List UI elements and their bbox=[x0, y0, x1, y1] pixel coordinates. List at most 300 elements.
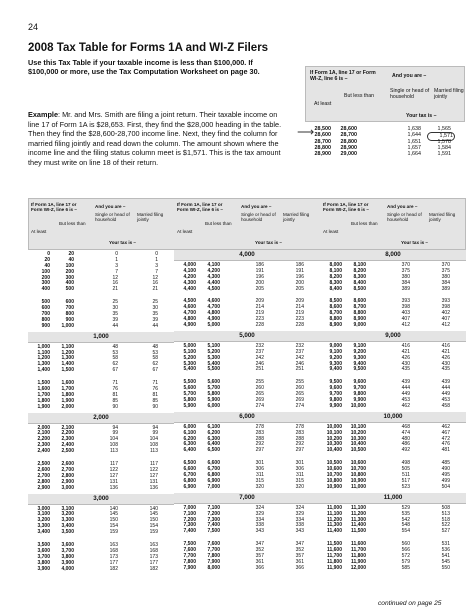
at-least-cell: 2,700 bbox=[37, 472, 50, 479]
section-heading: 7,000 bbox=[174, 493, 320, 504]
single-tax-cell: 548 bbox=[401, 522, 410, 529]
row-group bbox=[320, 378, 466, 411]
less-than-cell: 6,600 bbox=[207, 460, 220, 467]
at-least-cell: 1,600 bbox=[37, 386, 50, 393]
at-least-cell: 2,800 bbox=[37, 478, 50, 485]
at-least-cell: 4,600 bbox=[183, 304, 196, 311]
at-least-cell: 3,800 bbox=[37, 559, 50, 566]
section-heading: 11,000 bbox=[320, 493, 466, 504]
at-least-cell: 2,900 bbox=[37, 484, 50, 491]
less-than-cell: 10,100 bbox=[350, 423, 366, 430]
single-tax-cell: 81 bbox=[112, 391, 118, 398]
married-tax-cell: 232 bbox=[295, 342, 304, 349]
at-least-cell: 9,500 bbox=[329, 379, 342, 386]
at-least-cell: 3,900 bbox=[37, 565, 50, 572]
married-tax-cell: 430 bbox=[441, 360, 450, 367]
at-least-cell: 3,100 bbox=[37, 511, 50, 518]
single-tax-cell: 480 bbox=[401, 435, 410, 442]
single-tax-cell: 449 bbox=[401, 391, 410, 398]
single-tax-cell: 505 bbox=[401, 466, 410, 473]
at-least-cell: 9,700 bbox=[329, 391, 342, 398]
table-row bbox=[174, 404, 320, 410]
table-row bbox=[320, 287, 466, 293]
less-than-cell: 9,500 bbox=[353, 366, 366, 373]
less-than-cell: 3,700 bbox=[61, 547, 74, 554]
married-tax-cell: 536 bbox=[441, 547, 450, 554]
less-than-cell: 10,900 bbox=[350, 477, 366, 484]
less-than-cell: 8,900 bbox=[353, 316, 366, 323]
less-than-cell: 12,000 bbox=[350, 564, 366, 571]
single-tax-cell: 297 bbox=[255, 447, 264, 454]
married-tax-cell: 122 bbox=[149, 466, 158, 473]
sample-table-header bbox=[305, 66, 465, 122]
married-tax-cell: 1 bbox=[155, 256, 158, 263]
married-tax-cell: 504 bbox=[441, 483, 450, 490]
single-tax-cell: 329 bbox=[255, 510, 264, 517]
less-than-cell: 8,000 bbox=[207, 564, 220, 571]
single-tax-cell: 214 bbox=[255, 304, 264, 311]
single-tax-cell: 361 bbox=[255, 558, 264, 565]
row-group bbox=[320, 504, 466, 537]
single-tax-cell: 237 bbox=[255, 348, 264, 355]
table-row bbox=[28, 449, 174, 455]
at-least-cell: 1,000 bbox=[37, 343, 50, 350]
less-than-cell: 10,500 bbox=[350, 447, 366, 454]
at-least-cell: 7,400 bbox=[183, 528, 196, 535]
married-tax-cell: 7 bbox=[155, 268, 158, 275]
section-heading: 6,000 bbox=[174, 412, 320, 423]
at-least-cell: 7,100 bbox=[183, 510, 196, 517]
at-least-cell: 2,600 bbox=[37, 466, 50, 473]
less-than-cell: 10,400 bbox=[350, 441, 366, 448]
row-group bbox=[174, 342, 320, 375]
less-than-cell: 1,000 bbox=[61, 322, 74, 329]
example-label: Example bbox=[28, 110, 59, 119]
less-than-cell: 100 bbox=[65, 262, 74, 269]
single-tax-cell: 380 bbox=[401, 273, 410, 280]
less-than-cell: 8,400 bbox=[353, 279, 366, 286]
married-tax-cell: 490 bbox=[441, 466, 450, 473]
single-tax-cell: 274 bbox=[255, 402, 264, 409]
married-tax-cell: 81 bbox=[152, 391, 158, 398]
single-tax-cell: 324 bbox=[255, 504, 264, 511]
single-tax-cell: 0 bbox=[115, 251, 118, 257]
sample-rows bbox=[305, 122, 465, 157]
single-tax-cell: 439 bbox=[401, 379, 410, 386]
less-than-cell: 28,900 bbox=[340, 144, 357, 151]
single-tax-cell: 16 bbox=[112, 280, 118, 287]
single-tax-cell: 260 bbox=[255, 385, 264, 392]
at-least-cell: 6,900 bbox=[183, 483, 196, 490]
single-tax-cell: 150 bbox=[109, 517, 118, 524]
less-than-cell: 28,600 bbox=[340, 126, 357, 132]
married-tax-cell: 458 bbox=[441, 402, 450, 409]
less-than-cell: 1,600 bbox=[61, 380, 74, 387]
at-least-cell: 8,300 bbox=[329, 279, 342, 286]
at-least-cell: 1,300 bbox=[37, 361, 50, 368]
continued-note: continued on page 25 bbox=[378, 600, 442, 607]
married-tax-cell: 242 bbox=[295, 354, 304, 361]
single-tax-cell: 30 bbox=[112, 305, 118, 312]
row-group bbox=[28, 298, 174, 331]
sample-table bbox=[305, 66, 465, 157]
at-least-cell: 7,200 bbox=[183, 516, 196, 523]
married-tax-cell: 251 bbox=[295, 366, 304, 373]
at-least-heading: At least bbox=[314, 101, 332, 107]
single-tax-cell: 186 bbox=[255, 262, 264, 268]
single-tax-cell: 407 bbox=[401, 316, 410, 323]
married-tax-cell: 311 bbox=[296, 472, 304, 479]
single-tax-cell: 301 bbox=[255, 460, 264, 467]
at-least-cell: 10,900 bbox=[326, 483, 342, 490]
row-group bbox=[174, 378, 320, 411]
at-least-cell: 6,300 bbox=[183, 441, 196, 448]
single-tax-cell: 85 bbox=[112, 397, 118, 404]
at-least-cell: 40 bbox=[44, 262, 50, 269]
single-tax-cell: 113 bbox=[110, 448, 118, 455]
at-least-cell: 6,600 bbox=[183, 466, 196, 473]
less-than-cell: 4,000 bbox=[61, 565, 74, 572]
less-than-cell: 2,200 bbox=[61, 430, 74, 437]
married-tax-cell: 1,565 bbox=[437, 126, 451, 132]
married-tax-cell: 439 bbox=[441, 379, 450, 386]
single-tax-cell: 48 bbox=[112, 343, 118, 350]
single-tax-cell: 468 bbox=[401, 423, 410, 430]
less-than-cell: 3,400 bbox=[61, 523, 74, 530]
married-tax-cell: 357 bbox=[295, 552, 304, 559]
at-least-cell: 10,000 bbox=[326, 423, 342, 430]
your-tax-heading: Your tax is – bbox=[406, 113, 437, 119]
at-least-cell: 1,200 bbox=[37, 355, 50, 362]
less-than-cell: 6,100 bbox=[207, 423, 220, 430]
at-least-cell: 7,900 bbox=[183, 564, 196, 571]
married-tax-cell: 196 bbox=[295, 273, 304, 280]
at-least-cell: 2,100 bbox=[37, 430, 50, 437]
at-least-cell: 8,500 bbox=[329, 298, 342, 305]
single-tax-cell: 25 bbox=[112, 299, 118, 306]
single-tax-cell: 421 bbox=[401, 348, 410, 355]
single-tax-cell: 498 bbox=[401, 460, 410, 467]
single-tax-cell: 265 bbox=[255, 391, 264, 398]
single-tax-cell: 67 bbox=[112, 367, 118, 374]
at-least-cell: 8,800 bbox=[329, 316, 342, 323]
single-tax-cell: 246 bbox=[255, 360, 264, 367]
single-tax-cell: 232 bbox=[255, 342, 264, 349]
less-than-cell: 11,100 bbox=[350, 504, 366, 511]
single-tax-cell: 334 bbox=[255, 516, 264, 523]
less-than-cell: 11,400 bbox=[350, 522, 366, 529]
at-least-cell: 5,100 bbox=[183, 348, 196, 355]
less-than-cell: 10,000 bbox=[350, 402, 366, 409]
less-than-cell: 2,800 bbox=[61, 472, 74, 479]
less-than-cell: 500 bbox=[65, 286, 74, 293]
single-tax-cell: 251 bbox=[255, 366, 264, 373]
at-least-cell: 4,900 bbox=[183, 322, 196, 329]
less-than-cell: 6,500 bbox=[207, 447, 220, 454]
married-heading: Married filing jointly bbox=[137, 212, 164, 223]
tax-table-header bbox=[28, 198, 466, 250]
single-tax-cell: 370 bbox=[401, 262, 410, 268]
at-least-heading: At least bbox=[31, 229, 47, 234]
at-least-cell: 10,100 bbox=[326, 429, 342, 436]
at-least-cell: 8,100 bbox=[329, 267, 342, 274]
but-less-than-heading: But less than bbox=[205, 221, 232, 226]
married-tax-cell: 476 bbox=[441, 441, 450, 448]
at-least-cell: 5,000 bbox=[183, 342, 196, 349]
single-tax-cell: 435 bbox=[401, 366, 410, 373]
sample-row bbox=[305, 151, 465, 157]
table-row bbox=[174, 323, 320, 329]
single-tax-cell: 90 bbox=[112, 403, 118, 410]
at-least-cell: 400 bbox=[41, 286, 50, 293]
married-tax-cell: 306 bbox=[295, 466, 304, 473]
at-least-cell: 7,500 bbox=[183, 541, 196, 548]
table-row bbox=[320, 566, 466, 572]
less-than-cell: 11,500 bbox=[350, 528, 366, 535]
less-than-cell: 5,000 bbox=[207, 322, 220, 329]
married-tax-cell: 99 bbox=[152, 430, 158, 437]
married-tax-cell: 522 bbox=[441, 522, 450, 529]
married-tax-cell: 150 bbox=[149, 517, 158, 524]
row-group bbox=[174, 504, 320, 537]
single-tax-cell: 76 bbox=[112, 386, 118, 393]
but-less-than-heading: But less than bbox=[351, 221, 378, 226]
married-tax-cell: 472 bbox=[441, 435, 450, 442]
married-tax-cell: 426 bbox=[441, 354, 450, 361]
married-tax-cell: 163 bbox=[149, 541, 158, 548]
less-than-cell: 5,400 bbox=[207, 360, 220, 367]
married-tax-cell: 320 bbox=[295, 483, 304, 490]
married-tax-cell: 334 bbox=[295, 516, 304, 523]
single-tax-cell: 122 bbox=[109, 466, 118, 473]
less-than-cell: 7,000 bbox=[207, 483, 220, 490]
less-than-cell: 11,200 bbox=[350, 510, 366, 517]
at-least-cell: 4,500 bbox=[183, 298, 196, 305]
at-least-cell: 4,200 bbox=[183, 273, 196, 280]
less-than-cell: 28,700 bbox=[340, 132, 357, 139]
at-least-cell: 9,300 bbox=[329, 360, 342, 367]
married-tax-cell: 453 bbox=[441, 397, 450, 404]
married-tax-cell: 444 bbox=[441, 385, 450, 392]
married-tax-cell: 30 bbox=[152, 305, 158, 312]
at-least-cell: 8,900 bbox=[329, 322, 342, 329]
married-tax-cell: 1,571 bbox=[427, 132, 455, 140]
less-than-cell: 10,200 bbox=[350, 429, 366, 436]
less-than-cell: 1,900 bbox=[61, 397, 74, 404]
married-tax-cell: 76 bbox=[152, 386, 158, 393]
less-than-cell: 7,200 bbox=[207, 510, 220, 517]
table-column bbox=[320, 250, 466, 574]
less-than-cell: 2,600 bbox=[61, 461, 74, 468]
table-row bbox=[28, 405, 174, 411]
at-least-cell: 4,000 bbox=[183, 262, 196, 268]
single-tax-cell: 585 bbox=[401, 564, 410, 571]
less-than-cell: 7,100 bbox=[207, 504, 220, 511]
less-than-cell: 7,900 bbox=[207, 558, 220, 565]
less-than-cell: 6,700 bbox=[207, 466, 220, 473]
single-tax-cell: 283 bbox=[255, 429, 264, 436]
less-than-cell: 9,700 bbox=[353, 385, 366, 392]
married-tax-cell: 283 bbox=[295, 429, 304, 436]
at-least-cell: 7,700 bbox=[183, 552, 196, 559]
at-least-cell: 900 bbox=[41, 322, 50, 329]
less-than-cell: 8,500 bbox=[353, 285, 366, 292]
married-tax-cell: 44 bbox=[152, 322, 158, 329]
single-tax-cell: 159 bbox=[109, 529, 118, 536]
at-least-cell: 9,000 bbox=[329, 342, 342, 349]
income-line-heading: If Form 1A, line 17 or Form WI-Z, line 6 is – bbox=[31, 202, 77, 213]
single-tax-cell: 511 bbox=[402, 472, 410, 479]
married-tax-cell: 117 bbox=[150, 461, 158, 468]
married-tax-cell: 297 bbox=[295, 447, 304, 454]
less-than-cell: 28,800 bbox=[340, 138, 357, 145]
married-tax-cell: 338 bbox=[295, 522, 304, 529]
single-tax-cell: 131 bbox=[109, 478, 118, 485]
less-than-cell: 3,000 bbox=[61, 484, 74, 491]
less-than-cell: 3,300 bbox=[61, 517, 74, 524]
single-tax-cell: 53 bbox=[112, 349, 118, 356]
row-group bbox=[320, 342, 466, 375]
single-tax-cell: 311 bbox=[256, 472, 264, 479]
less-than-cell: 9,600 bbox=[353, 379, 366, 386]
at-least-cell: 10,200 bbox=[326, 435, 342, 442]
single-tax-cell: 554 bbox=[401, 528, 410, 535]
at-least-heading: At least bbox=[177, 229, 193, 234]
married-tax-cell: 370 bbox=[441, 262, 450, 268]
less-than-cell: 2,100 bbox=[61, 424, 74, 431]
less-than-cell: 29,000 bbox=[340, 151, 357, 158]
married-tax-cell: 237 bbox=[295, 348, 304, 355]
row-group bbox=[28, 505, 174, 538]
single-tax-cell: 366 bbox=[255, 564, 264, 571]
at-least-cell: 11,000 bbox=[326, 504, 342, 511]
single-tax-cell: 44 bbox=[112, 322, 118, 329]
single-tax-cell: 104 bbox=[109, 436, 118, 443]
and-you-are-heading: And you are – bbox=[392, 73, 427, 79]
less-than-cell: 11,600 bbox=[350, 541, 366, 548]
table-column bbox=[28, 250, 174, 574]
less-than-cell: 200 bbox=[65, 268, 74, 275]
less-than-cell: 7,400 bbox=[207, 522, 220, 529]
section-heading: 9,000 bbox=[320, 331, 466, 342]
married-tax-cell: 407 bbox=[441, 316, 450, 323]
at-least-cell: 11,100 bbox=[326, 510, 342, 517]
single-tax-cell: 462 bbox=[401, 402, 410, 409]
and-you-are-heading: And you are – bbox=[95, 204, 126, 209]
at-least-cell: 1,800 bbox=[37, 397, 50, 404]
at-least-cell: 5,800 bbox=[183, 397, 196, 404]
at-least-cell: 11,800 bbox=[326, 558, 342, 565]
at-least-cell: 700 bbox=[41, 311, 50, 318]
table-row bbox=[174, 448, 320, 454]
married-tax-cell: 274 bbox=[295, 402, 304, 409]
single-tax-cell: 1 bbox=[115, 256, 118, 263]
row-group bbox=[320, 423, 466, 456]
at-least-cell: 4,800 bbox=[183, 316, 196, 323]
at-least-cell: 2,200 bbox=[37, 436, 50, 443]
less-than-cell: 9,900 bbox=[353, 397, 366, 404]
single-tax-cell: 517 bbox=[401, 477, 410, 484]
at-least-cell: 5,900 bbox=[183, 402, 196, 409]
married-tax-cell: 35 bbox=[152, 311, 158, 318]
married-tax-cell: 94 bbox=[152, 424, 158, 431]
section-heading: 4,000 bbox=[174, 250, 320, 261]
single-tax-cell: 21 bbox=[112, 286, 118, 293]
married-tax-cell: 246 bbox=[295, 360, 304, 367]
single-tax-cell: 117 bbox=[110, 461, 118, 468]
married-tax-cell: 228 bbox=[295, 322, 304, 329]
and-you-are-heading: And you are – bbox=[387, 204, 418, 209]
married-tax-cell: 145 bbox=[149, 511, 158, 518]
at-least-cell: 9,400 bbox=[329, 366, 342, 373]
single-tax-cell: 430 bbox=[401, 360, 410, 367]
married-tax-cell: 200 bbox=[295, 279, 304, 286]
at-least-cell: 5,200 bbox=[183, 354, 196, 361]
married-tax-cell: 53 bbox=[152, 349, 158, 356]
single-tax-cell: 1,651 bbox=[407, 138, 421, 145]
table-row bbox=[320, 529, 466, 535]
header-column-group bbox=[175, 199, 321, 249]
married-tax-cell: 380 bbox=[441, 273, 450, 280]
less-than-cell: 4,400 bbox=[207, 279, 220, 286]
at-least-cell: 6,700 bbox=[183, 472, 196, 479]
at-least-cell: 200 bbox=[41, 274, 50, 281]
less-than-cell: 8,200 bbox=[353, 267, 366, 274]
your-tax-heading: Your tax is – bbox=[109, 240, 136, 245]
married-tax-cell: 85 bbox=[152, 397, 158, 404]
married-heading: Married filing jointly bbox=[429, 212, 456, 223]
less-than-cell: 5,600 bbox=[207, 379, 220, 386]
less-than-cell: 8,300 bbox=[353, 273, 366, 280]
less-than-cell: 400 bbox=[65, 280, 74, 287]
married-tax-cell: 541 bbox=[441, 552, 450, 559]
page-title: 2008 Tax Table for Forms 1A and WI-Z Filers bbox=[28, 42, 269, 54]
married-tax-cell: 25 bbox=[152, 299, 158, 306]
single-tax-cell: 426 bbox=[401, 354, 410, 361]
single-tax-cell: 412 bbox=[401, 322, 410, 329]
less-than-cell: 6,900 bbox=[207, 477, 220, 484]
married-tax-cell: 205 bbox=[295, 285, 304, 292]
single-tax-cell: 154 bbox=[109, 523, 118, 530]
single-tax-cell: 62 bbox=[112, 361, 118, 368]
married-tax-cell: 531 bbox=[441, 541, 450, 548]
single-tax-cell: 200 bbox=[255, 279, 264, 286]
married-tax-cell: 347 bbox=[295, 541, 304, 548]
single-tax-cell: 315 bbox=[255, 477, 264, 484]
married-tax-cell: 315 bbox=[295, 477, 304, 484]
less-than-cell: 6,000 bbox=[207, 402, 220, 409]
single-tax-cell: 58 bbox=[112, 355, 118, 362]
less-than-cell: 6,300 bbox=[207, 435, 220, 442]
single-tax-cell: 39 bbox=[112, 316, 118, 323]
at-least-cell: 4,300 bbox=[183, 279, 196, 286]
single-tax-cell: 94 bbox=[112, 424, 118, 431]
less-than-cell: 9,000 bbox=[353, 322, 366, 329]
at-least-cell: 11,700 bbox=[326, 552, 342, 559]
married-tax-cell: 131 bbox=[149, 478, 158, 485]
table-row bbox=[320, 448, 466, 454]
single-heading: Single or head of household bbox=[390, 88, 430, 100]
section-heading: 10,000 bbox=[320, 412, 466, 423]
single-tax-cell: 168 bbox=[109, 547, 118, 554]
at-least-cell: 20 bbox=[44, 256, 50, 263]
married-tax-cell: 545 bbox=[441, 558, 450, 565]
married-tax-cell: 366 bbox=[295, 564, 304, 571]
married-tax-cell: 352 bbox=[295, 547, 304, 554]
single-tax-cell: 163 bbox=[109, 541, 118, 548]
less-than-cell: 5,700 bbox=[207, 385, 220, 392]
table-row bbox=[174, 287, 320, 293]
